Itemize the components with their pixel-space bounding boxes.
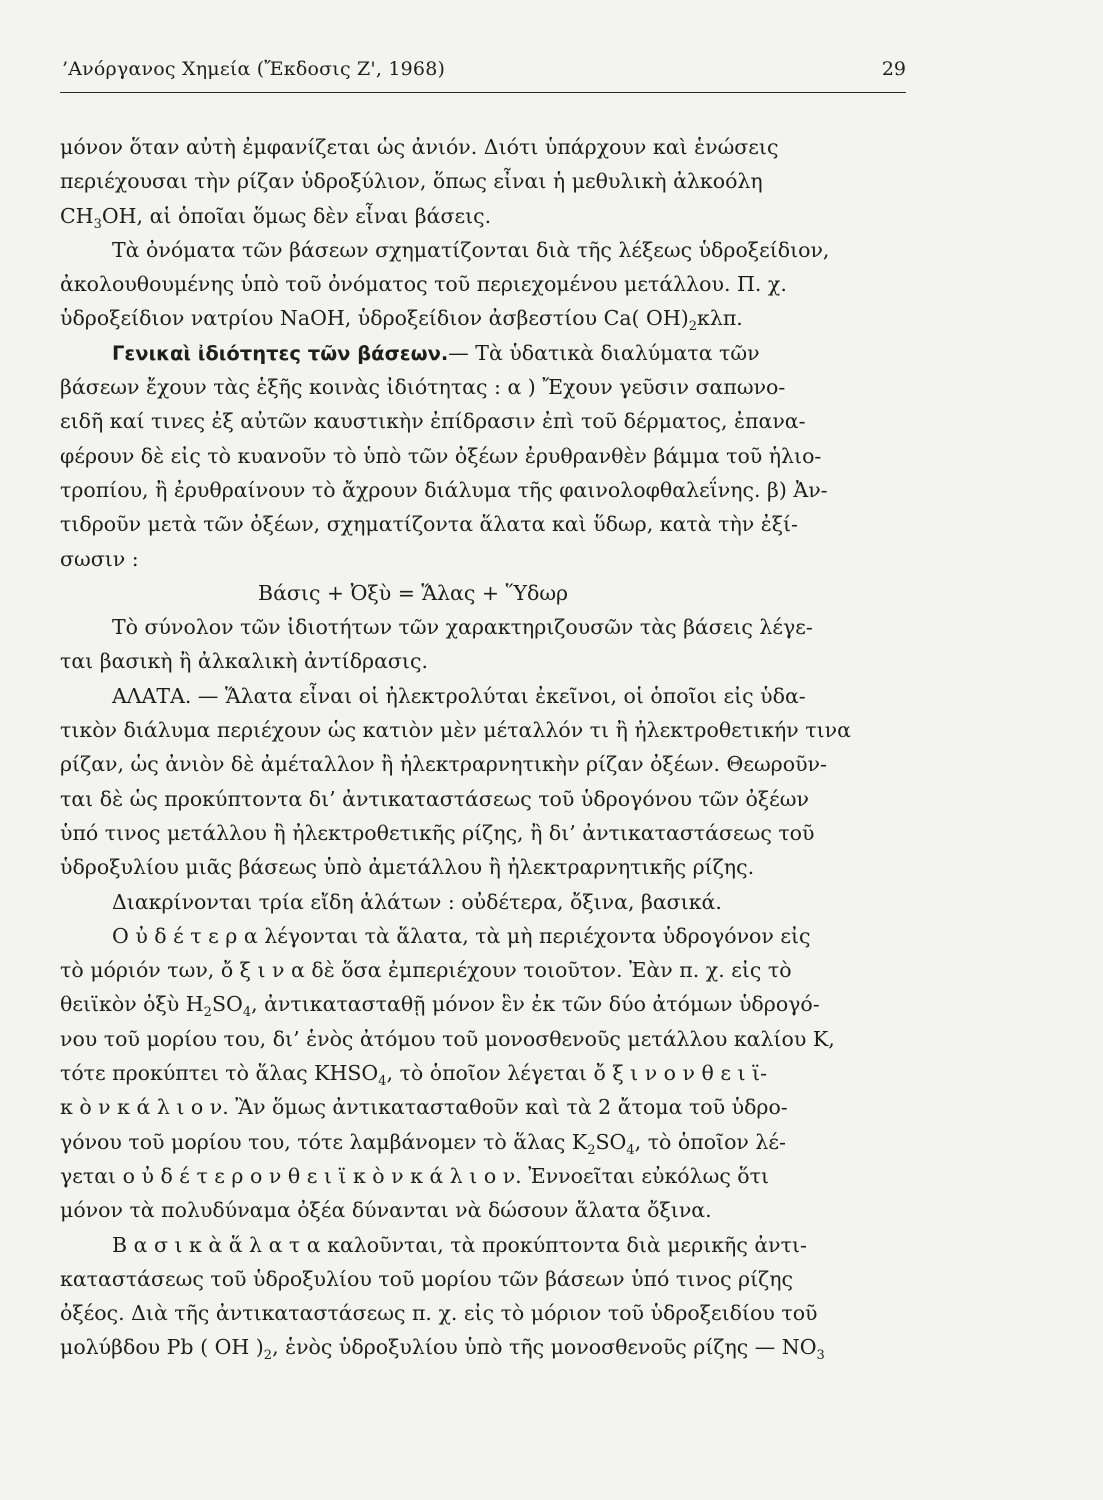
subscript: 4 [242, 1005, 252, 1021]
text-line: μόνον ὅταν αὐτὴ ἐμφανίζεται ὡς ἀνιόν. Διότι ὑπάρχουν καὶ ἑνώσεις [60, 135, 779, 159]
text-line: ὑδροξείδιον νατρίου NaOH, ὑδροξείδιον ἀσβεστίου Ca( OH)2κλπ. [60, 301, 920, 335]
subscript: 4 [378, 1074, 387, 1090]
text-line: τικὸν διάλυμα περιέχουν ὡς κατιὸν μὲν μέταλλόν τι ἢ ἠλεκτροθετικήν τινα [60, 718, 851, 743]
subscript: 4 [626, 1142, 635, 1158]
text-line: μόνον τὰ πολυδύναμα ὀξέα δύνανται νὰ δώσουν ἅλατα ὄξινα. [60, 1198, 712, 1223]
text-line: ἀκολουθουμένης ὑπὸ τοῦ ὀνόματος τοῦ περιεχομένου μετάλλου. Π. χ. [60, 272, 787, 297]
text-line: τότε προκύπτει τὸ ἅλας KHSO4, τὸ ὁποῖον λέγεται ὄ ξ ι ν ο ν θ ε ι ϊ- [60, 1056, 920, 1090]
text-line: σωσιν : [60, 546, 139, 571]
text-line: τὸ μόριόν των, ὄ ξ ι ν α δὲ ὅσα ἐμπεριέχουν τοιοῦτον. Ἐὰν π. χ. εἰς τὸ [60, 958, 792, 983]
text-line: ειδῆ καί τινες ἐξ αὐτῶν καυστικὴν ἐπίδρασιν ἐπὶ τοῦ δέρματος, ἐπανα- [60, 409, 806, 434]
text-line: τιδροῦν μετὰ τῶν ὀξέων, σχηματίζοντα ἅλατα καὶ ὕδωρ, κατὰ τὴν ἐξί- [60, 512, 798, 537]
text-line: φέρουν δὲ εἰς τὸ κυανοῦν τὸ ὑπὸ τῶν ὀξέων ἐρυθρανθὲν βάμμα τοῦ ἡλιο- [60, 443, 822, 468]
running-title: ’Ανόργανος Χημεία (Ἔκδοσις Ζ', 1968) [62, 58, 446, 80]
text-line: κ ὸ ν κ ά λ ι ο ν. Ἂν ὅμως ἀντικατασταθοῦν καὶ τὰ 2 ἄτομα τοῦ ὑδρο- [60, 1095, 788, 1120]
text-line: γόνου τοῦ μορίου του, τότε λαμβάνομεν τὸ ἅλας K2SO4, τὸ ὁποῖον λέ- [60, 1125, 920, 1159]
text-line: ΑΛΑΤΑ. — Ἅλατα εἶναι οἱ ἠλεκτρολύται ἐκεῖνοι, οἱ ὁποῖοι εἰς ὑδα- [112, 683, 806, 708]
section-heading-line: Γενικαὶ ἰδιότητες τῶν βάσεων.— Τὰ ὑδατικὰ διαλύματα τῶν [60, 336, 920, 370]
text-line: τροπίου, ἢ ἐρυθραίνουν τὸ ἄχρουν διάλυμα τῆς φαινολοφθαλεΐνης. β) Ἀν- [60, 477, 828, 502]
text-line: Β α σ ι κ ὰ ἅ λ α τ α καλοῦνται, τὰ προκύπτοντα διὰ μερικῆς ἀντι- [112, 1232, 807, 1257]
text-line: βάσεων ἔχουν τὰς ἑξῆς κοινὰς ἰδιότητας : α ) Ἔχουν γεῦσιν σαπωνο- [60, 375, 786, 400]
subscript: 2 [688, 319, 698, 335]
running-header [60, 58, 906, 93]
subscript: 3 [816, 1348, 825, 1364]
text-line: ται δὲ ὡς προκύπτοντα δι’ ἀντικαταστάσεως τοῦ ὑδρογόνου τῶν ὀξέων [60, 786, 809, 811]
page-number: 29 [881, 58, 906, 80]
text-line: νου τοῦ μορίου του, δι’ ἑνὸς ἀτόμου τοῦ μονοσθενοῦς μετάλλου καλίου K, [60, 1026, 835, 1051]
text-line: Διακρίνονται τρία εἴδη ἁλάτων : οὐδέτερα, ὄξινα, βασικά. [112, 889, 722, 914]
subscript: 3 [93, 216, 102, 232]
text-line: καταστάσεως τοῦ ὑδροξυλίου τοῦ μορίου τῶν βάσεων ὑπό τινος ρίζης [60, 1266, 794, 1291]
subscript: 2 [587, 1142, 596, 1158]
text-line: ὑπό τινος μετάλλου ἢ ἠλεκτροθετικῆς ρίζης, ἢ δι’ ἀντικαταστάσεως τοῦ [60, 820, 815, 845]
equation: Βάσις + Ὀξὺ = Ἅλας + Ὕδωρ [258, 580, 569, 605]
text-line: θειϊκὸν ὀξὺ H2SO4, ἀντικατασταθῇ μόνον ἓν ἐκ τῶν δύο ἀτόμων ὑδρογό- [60, 987, 920, 1021]
text-line: Τὸ σύνολον τῶν ἰδιοτήτων τῶν χαρακτηριζουσῶν τὰς βάσεις λέγε- [112, 615, 813, 640]
text-line: Ο ὐ δ έ τ ε ρ α λέγονται τὰ ἅλατα, τὰ μὴ περιέχοντα ὑδρογόνον εἰς [112, 923, 811, 948]
text-line: γεται ο ὐ δ έ τ ε ρ ο ν θ ε ι ϊ κ ὸ ν κ ά λ ι ο ν. Ἐννοεῖται εὐκόλως ὅτι [60, 1163, 770, 1188]
subscript: 2 [263, 1348, 273, 1364]
text-line: Τὰ ὀνόματα τῶν βάσεων σχηματίζονται διὰ τῆς λέξεως ὑδροξείδιον, [112, 237, 830, 262]
text-line: ρίζαν, ὡς ἀνιὸν δὲ ἀμέταλλον ἢ ἠλεκτραρνητικὴν ρίζαν ὀξέων. Θεωροῦν- [60, 752, 827, 777]
text-line: περιέχουσαι τὴν ρίζαν ὑδροξύλιον, ὅπως εἶναι ἡ μεθυλικὴ ἀλκοόλη [60, 169, 763, 194]
subscript: 2 [203, 1005, 212, 1021]
text-line: ὑδροξυλίου μιᾶς βάσεως ὑπὸ ἀμετάλλου ἢ ἠλεκτραρνητικῆς ρίζης. [60, 855, 755, 880]
text-line: μολύβδου Pb ( OH )2, ἑνὸς ὑδροξυλίου ὑπὸ τῆς μονοσθενοῦς ρίζης — NO3 [60, 1330, 920, 1364]
body-text [60, 130, 920, 1365]
text-line: CH3OH, αἱ ὁποῖαι ὅμως δὲν εἶναι βάσεις. [60, 199, 920, 233]
section-heading: Γενικαὶ ἰδιότητες τῶν βάσεων. [112, 341, 449, 365]
text-line: ται βασικὴ ἢ ἀλκαλικὴ ἀντίδρασις. [60, 649, 428, 674]
text-line: ὀξέος. Διὰ τῆς ἀντικαταστάσεως π. χ. εἰς τὸ μόριον τοῦ ὑδροξειδίου τοῦ [60, 1301, 818, 1326]
